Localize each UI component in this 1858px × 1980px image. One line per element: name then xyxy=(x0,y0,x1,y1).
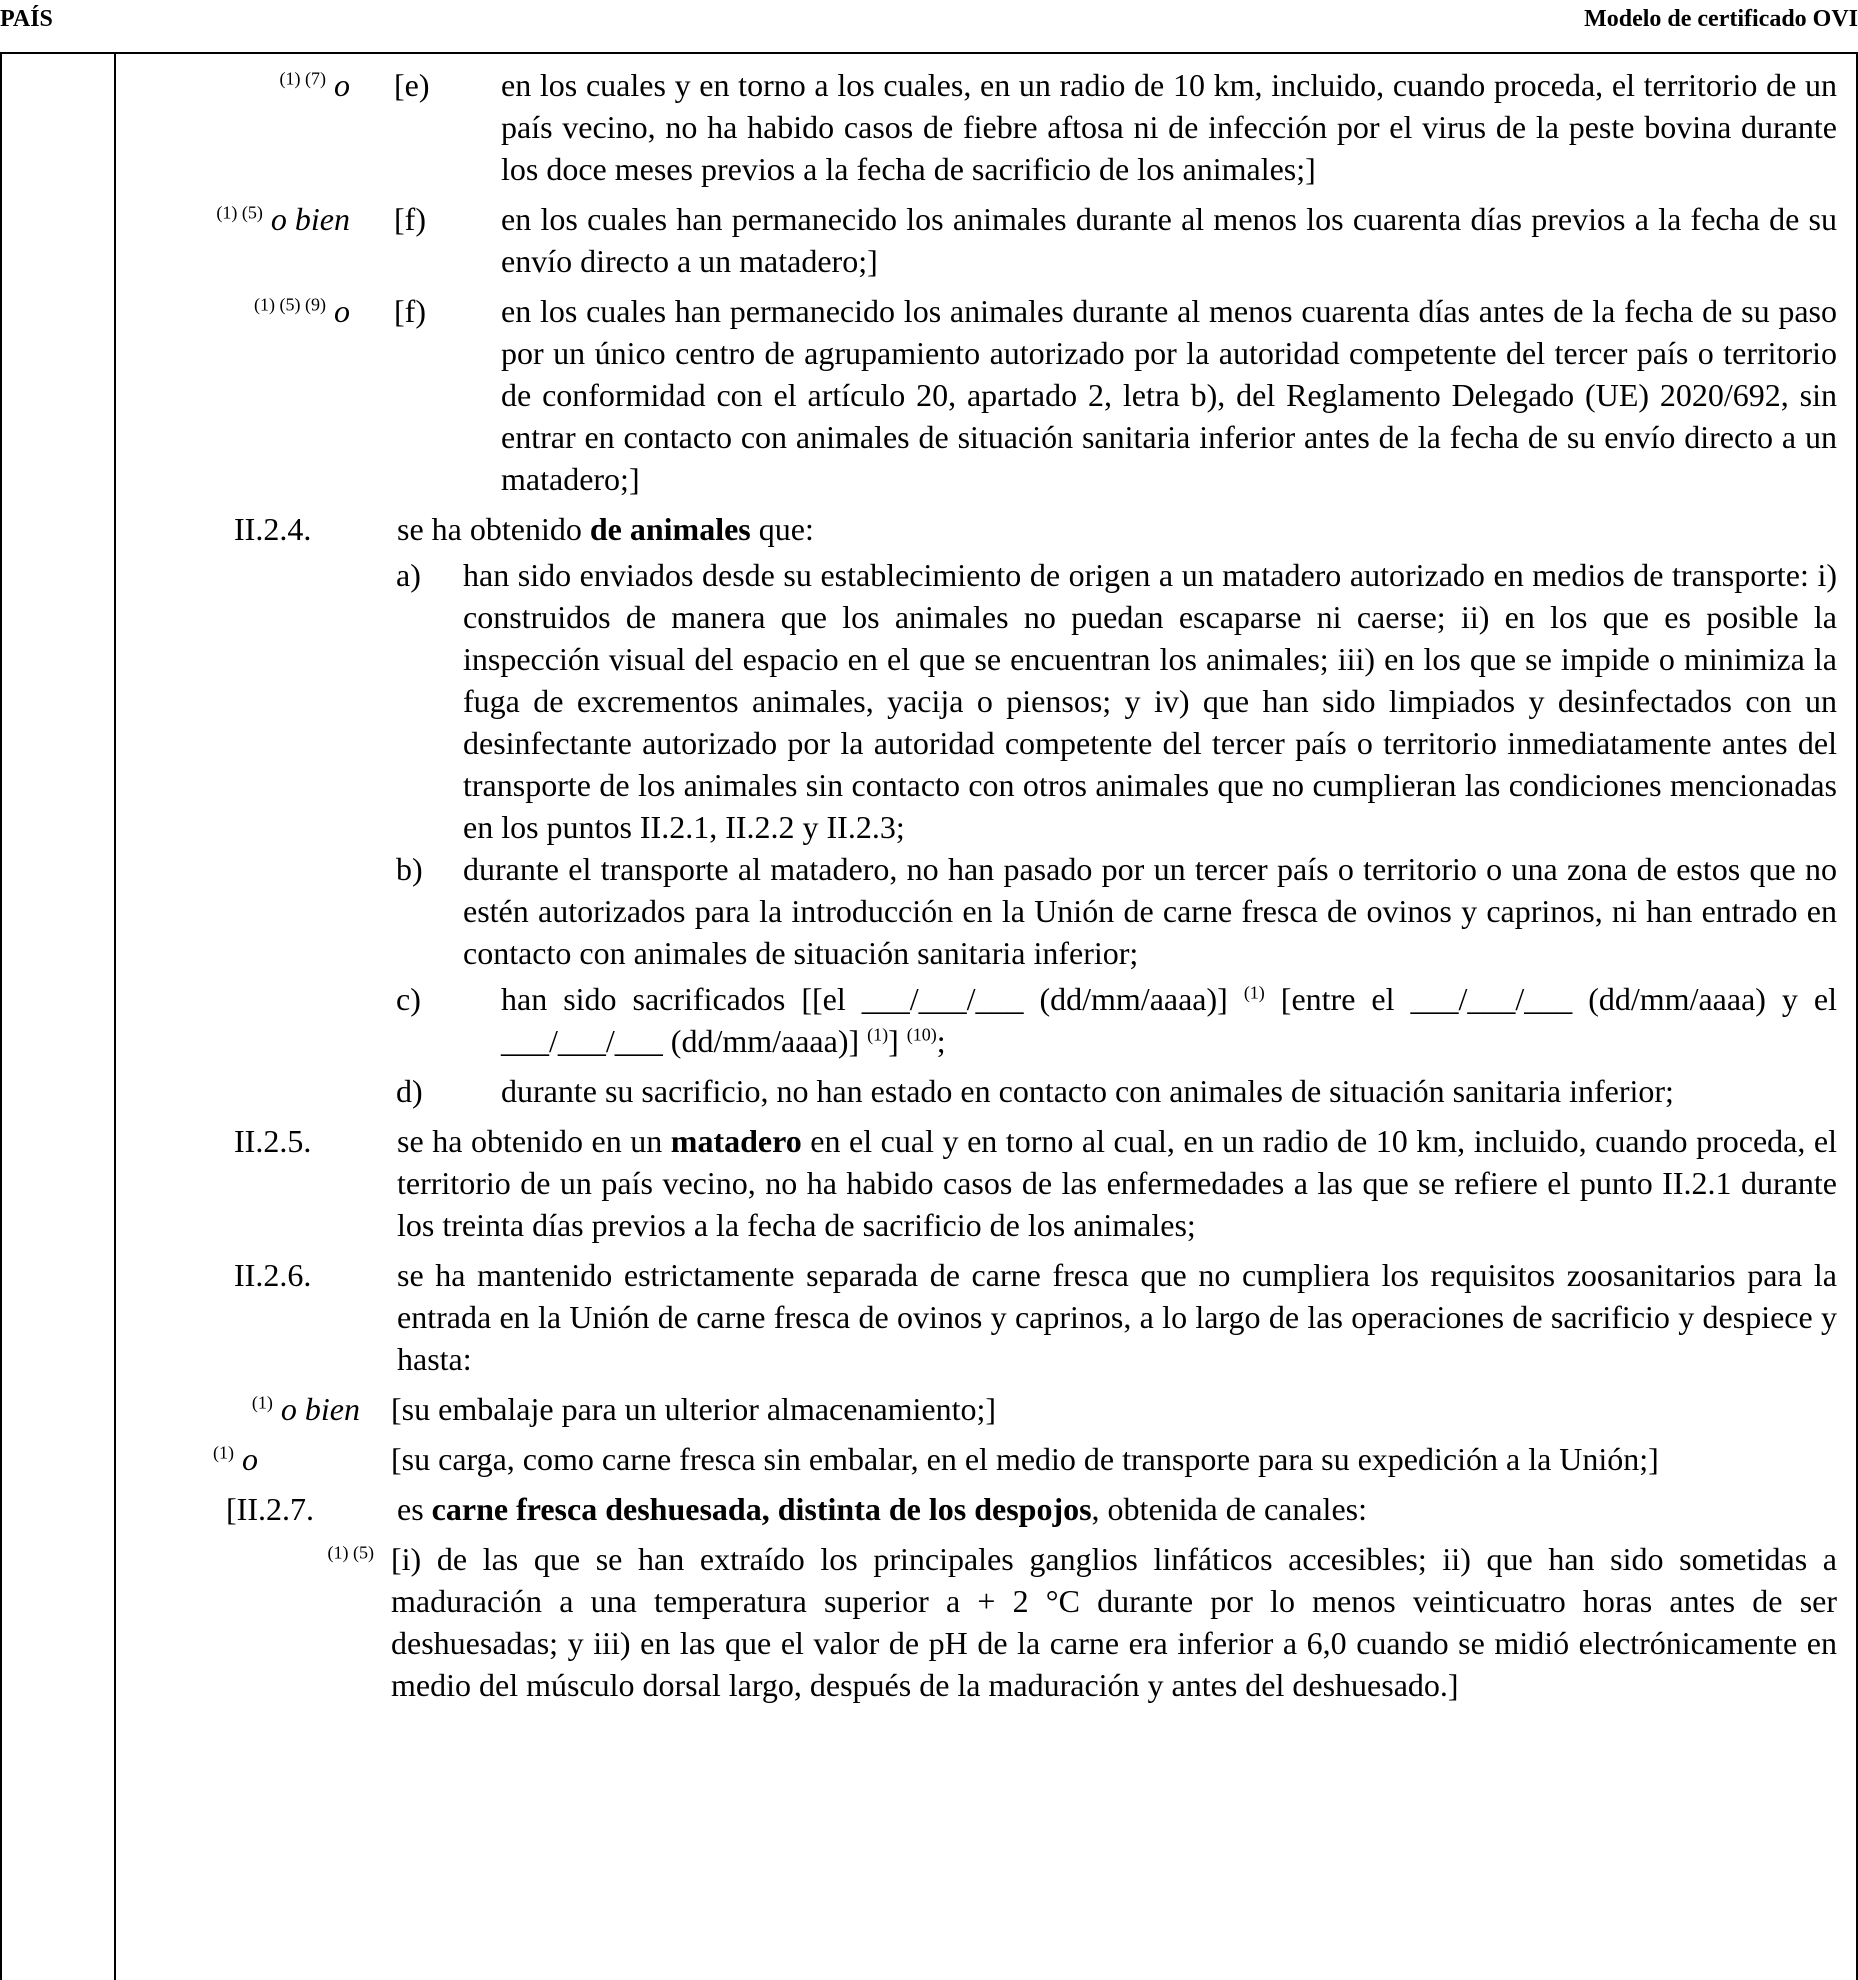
section-text: se ha obtenido de animales que: xyxy=(397,511,814,547)
clause-text: en los cuales y en torno a los cuales, en un radio de 10 km, incluido, cuando proceda, el territorio de un país vecino, no ha habido casos de fiebre aftosa ni de infección por el virus de la peste bovina durante los doce meses previos a la fecha de sacrificio de los animales;] xyxy=(501,67,1837,187)
clause-letter: [f) xyxy=(394,293,426,329)
clause-option-label: $^{(1) (7)}$ o xyxy=(279,67,350,103)
item-b xyxy=(0,848,1858,974)
section-text: se ha obtenido en un matadero en el cual y en torno al cual, en un radio de 10 km, incluido, cuando proceda, el territorio de un país vecino, no ha habido casos de las enfermedades a las que se refiere el punto II.2.1 durante los treinta días previos a la fecha de sacrificio de los animales; xyxy=(397,1123,1838,1243)
clause-letter: [f) xyxy=(394,201,426,237)
section-ii-2-6 xyxy=(0,1254,1858,1380)
item-text: han sido sacrificados [[el ___/___/___ (dd/mm/aaaa)] $^{(1)}$ [entre el ___/___/___ (dd/mm/aaaa) y el ___/___/___ (dd/mm/aaaa)] $^{(1)}$] $^{(10)}$; xyxy=(501,981,1838,1059)
item-c xyxy=(0,978,1858,1062)
clause-letter: [e) xyxy=(394,67,430,103)
option-label: (1) (5) xyxy=(327,1542,374,1563)
item-d xyxy=(0,1070,1858,1112)
section-ii-2-4 xyxy=(0,508,1858,550)
section-ii-2-5 xyxy=(0,1120,1858,1246)
section-number: [II.2.7. xyxy=(226,1491,314,1527)
clause-text: en los cuales han permanecido los animales durante al menos los cuarenta días previos a la fecha de su envío directo a un matadero;] xyxy=(501,201,1837,279)
option-text: [su carga, como carne fresca sin embalar, en el medio de transporte para su expedición a la Unión;] xyxy=(391,1441,1659,1477)
clause-e-option xyxy=(0,64,1858,190)
option-text: [su embalaje para un ulterior almacenamiento;] xyxy=(391,1391,997,1427)
item-text: durante su sacrificio, no han estado en contacto con animales de situación sanitaria inferior; xyxy=(501,1073,1674,1109)
item-text: han sido enviados desde su establecimiento de origen a un matadero autorizado en medios de transporte: i) construidos de manera que los animales no puedan escaparse ni caerse; ii) en los que es posible la inspección visual del espacio en el que se encuentran los animales; iii) en los que se impide o minimiza la fuga de excrementos animales, yacija o piensos; y iv) que han sido limpiados y desinfectados con un desinfectante autorizado por la autoridad competente del tercer país o territorio inmediatamente antes del transporte de los animales sin contacto con otros animales que no cumplieran las condiciones mencionadas en los puntos II.2.1, II.2.2 y II.2.3; xyxy=(463,557,1837,845)
option-packaging xyxy=(0,1388,1858,1430)
option-boneless-conditions xyxy=(0,1538,1858,1706)
item-letter: b) xyxy=(396,851,423,887)
section-text: se ha mantenido estrictamente separada de carne fresca que no cumpliera los requisitos zoosanitarios para la entrada en la Unión de carne fresca de ovinos y caprinos, a lo largo de las operaciones de sacrificio y despiece y hasta: xyxy=(397,1257,1837,1377)
clause-option-label: $^{(1) (5)}$ o bien xyxy=(216,201,350,237)
section-ii-2-7 xyxy=(0,1488,1858,1530)
clause-option-label: $^{(1) (5) (9)}$ o xyxy=(254,293,350,329)
clause-f-option-2 xyxy=(0,290,1858,500)
clause-f-option-1 xyxy=(0,198,1858,282)
option-label: $^{(1)}$ o xyxy=(213,1441,258,1477)
option-text: [i) de las que se han extraído los principales ganglios linfáticos accesibles; ii) que han sido sometidas a maduración a una temperatura superior a + 2 °C durante por lo menos veinticuatro horas antes de ser deshuesadas; y iii) en las que el valor de pH de la carne era inferior a 6,0 cuando se midió electrónicamente en medio del músculo dorsal largo, después de la maduración y antes del deshuesado.] xyxy=(391,1541,1837,1703)
section-number: II.2.4. xyxy=(234,511,312,547)
clause-text: en los cuales han permanecido los animales durante al menos cuarenta días antes de la fecha de su paso por un único centro de agrupamiento autorizado por la autoridad competente del tercer país o territorio de conformidad con el artículo 20, apartado 2, letra b), del Reglamento Delegado (UE) 2020/692, sin entrar en contacto con animales de situación sanitaria inferior antes de la fecha de su envío directo a un matadero;] xyxy=(501,293,1837,497)
item-text: durante el transporte al matadero, no han pasado por un tercer país o territorio o una zona de estos que no estén autorizados para la introducción en la Unión de carne fresca de ovinos y caprinos, ni han entrado en contacto con animales de situación sanitaria inferior; xyxy=(463,851,1837,971)
option-loading xyxy=(0,1438,1858,1480)
section-number: II.2.5. xyxy=(234,1123,312,1159)
section-number: II.2.6. xyxy=(234,1257,312,1293)
certificate-body xyxy=(0,64,1858,1706)
item-letter: a) xyxy=(396,557,421,593)
option-label: $^{(1)}$ o bien xyxy=(251,1391,360,1427)
table-top-border xyxy=(0,52,1858,54)
header-country: PAÍS xyxy=(0,6,53,32)
item-letter: d) xyxy=(396,1073,423,1109)
section-text: es carne fresca deshuesada, distinta de los despojos, obtenida de canales: xyxy=(397,1491,1367,1527)
header-model-title: Modelo de certificado OVI xyxy=(1584,6,1858,32)
item-letter: c) xyxy=(396,981,421,1017)
item-a xyxy=(0,554,1858,848)
